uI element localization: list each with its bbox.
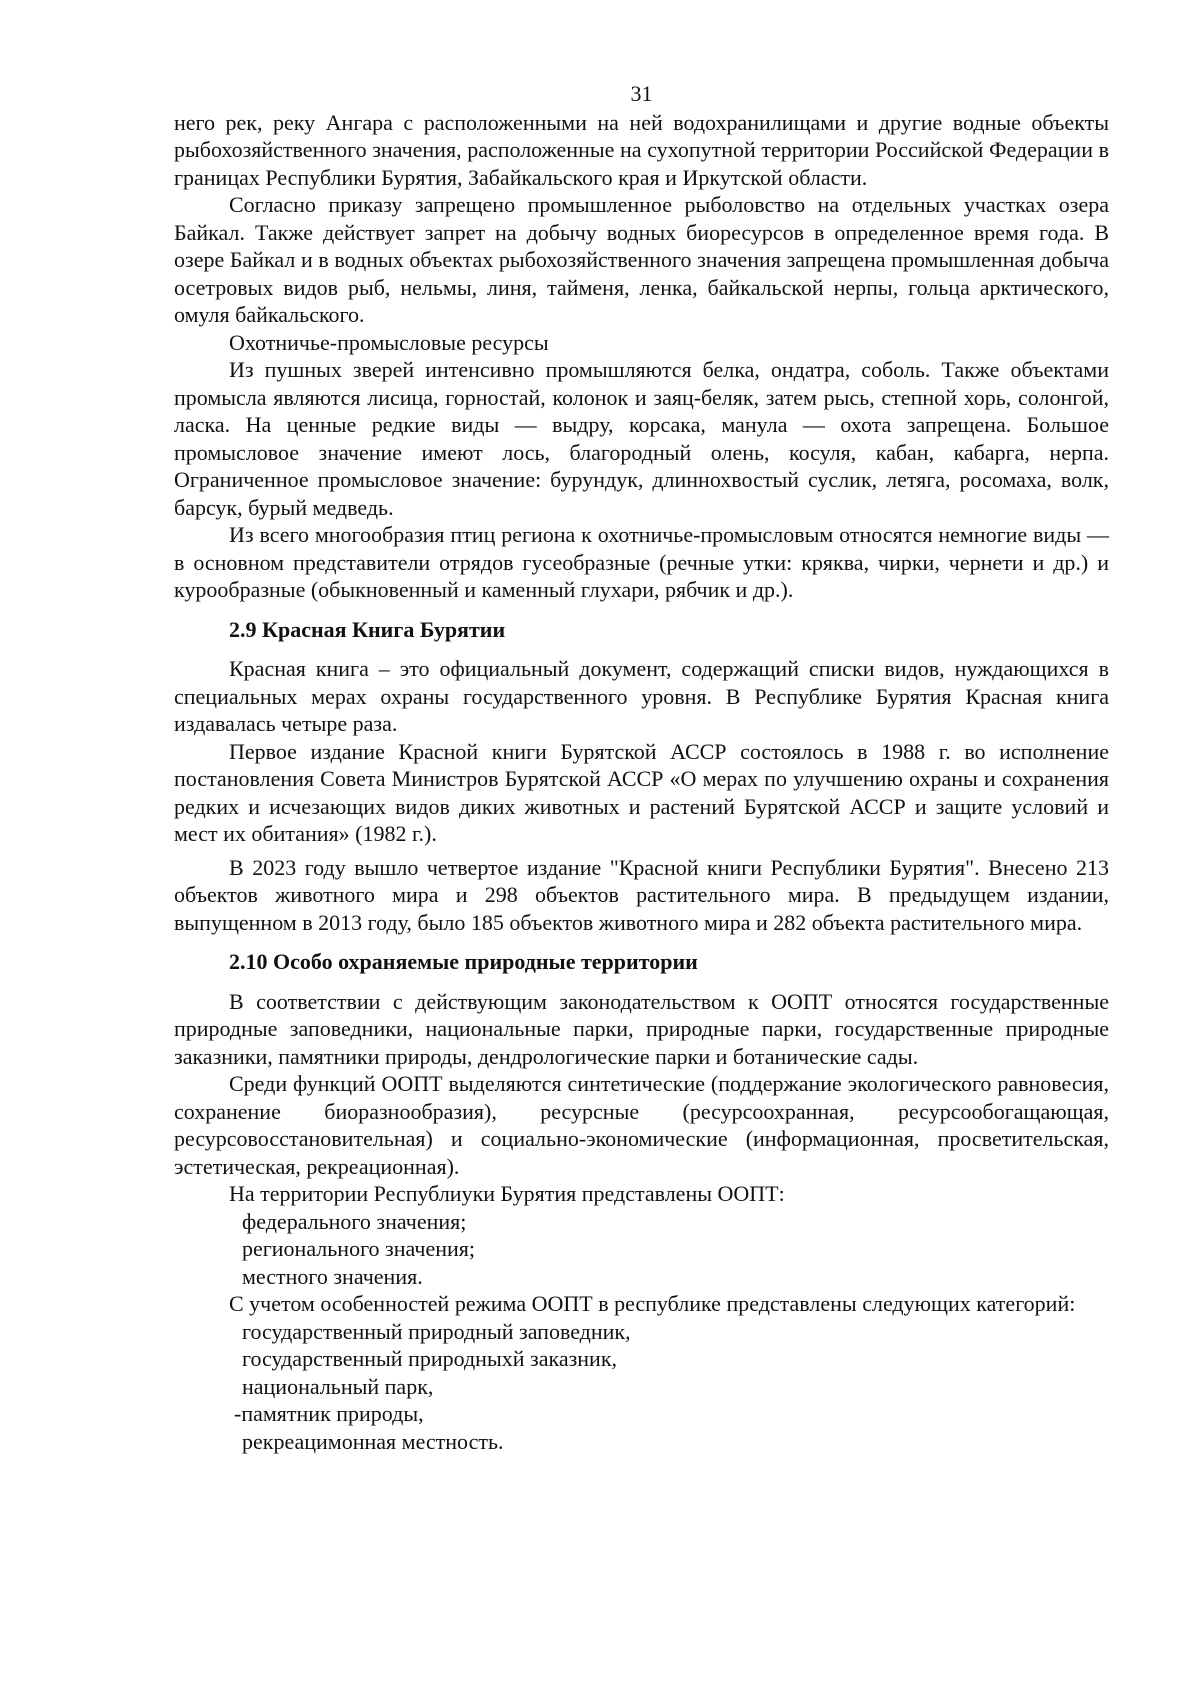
list-item: национальный парк, [242, 1373, 434, 1399]
paragraph-protected-areas-law: В соответствии с действующим законодательством к ООПТ относятся государственные природные заповедники, национальные парки, природные парки, государственные природные заказники, памятники природы, дендрологические парки и ботанические сады. [174, 988, 1109, 1069]
paragraph-rivers: него рек, реку Ангара с расположенными на ней водохранилищами и другие водные объекты рыбохозяйственного значения, расположенные на сухопутной территории Российской Федерации в границах Республики Бурятия, Забайкальского края и Иркутской области. [174, 109, 1109, 190]
paragraph-fishing-ban: Согласно приказу запрещено промышленное рыболовство на отдельных участках озера Байкал. Также действует запрет на добычу водных биоресурсов в определенное время года. В озере Байкал и в водных объектах рыбохозяйственного значения запрещена промышленная добыча осетровых видов рыб, нельмы, линя, тайменя, ленка, байкальской нерпы, гольца арктического, омуля байкальского. [174, 192, 1109, 327]
paragraph-red-book-fourth-edition: В 2023 году вышло четвертое издание "Красной книги Республики Бурятия". Внесено 213 объектов животного мира и 298 объектов растительного мира. В предыдущем издании, выпущенном в 2013 году, было 185 объектов животного мира и 282 объекта растительного мира. [174, 854, 1109, 935]
section-heading-protected-areas: 2.10 Особо охраняемые природные территории [229, 949, 698, 974]
paragraph-birds: Из всего многообразия птиц региона к охотничье-промысловым относятся немногие виды — в основном представители отрядов гусеобразные (речные утки: кряква, чирки, чернети и др.) и курообразные (обыкновенный и каменный глухари, рябчик и др.). [174, 522, 1109, 602]
list-item: рекреацимонная местность. [242, 1428, 504, 1454]
levels-list [174, 1208, 1109, 1291]
document-page [174, 80, 1109, 1455]
paragraph-red-book-definition: Красная книга – это официальный документ, содержащий списки видов, нуждающихся в специальных мерах охраны государственного уровня. В Республике Бурятия Красная книга издавалась четыре раза. [174, 656, 1109, 736]
list-item: государственный природныхй заказник, [242, 1346, 618, 1371]
subheading-hunting-resources: Охотничье-промысловые ресурсы [229, 329, 549, 355]
section-heading-red-book: 2.9 Красная Книга Бурятии [229, 616, 506, 642]
categories-list [174, 1318, 1109, 1456]
levels-intro: На территории Республиуки Бурятия представлены ООПТ: [229, 1181, 785, 1206]
page-number: 31 [630, 81, 653, 106]
list-item: федерального значения; [242, 1208, 467, 1234]
list-item: -памятник природы, [234, 1401, 424, 1426]
paragraph-fur-animals: Из пушных зверей интенсивно промышляются белка, ондатра, соболь. Также объектами промысла являются лисица, горностай, колонок и заяц-беляк, затем рысь, степной хорь, солонгой, ласка. На ценные редкие виды — выдру, корсака, манула — охота запрещена. Большое промысловое значение имеют лось, благородный олень, косуля, кабан, кабарга, нерпа. Ограниченное промысловое значение: бурундук, длиннохвостый суслик, летяга, росомаха, волк, барсук, бурый медведь. [174, 357, 1109, 520]
list-item: местного значения. [242, 1263, 423, 1289]
list-item: государственный природный заповедник, [242, 1318, 631, 1344]
list-item: регионального значения; [242, 1236, 476, 1261]
categories-intro: С учетом особенностей режима ООПТ в республике представлены следующих категорий: [229, 1291, 1076, 1316]
paragraph-red-book-first-edition: Первое издание Красной книги Бурятской АССР состоялось в 1988 г. во исполнение постановления Совета Министров Бурятской АССР «О мерах по улучшению охраны и сохранения редких и исчезающих видов диких животных и растений Бурятской АССР и защите условий и мест их обитания» (1982 г.). [174, 738, 1109, 846]
paragraph-protected-areas-functions: Среди функций ООПТ выделяются синтетические (поддержание экологического равновесия, сохранение биоразнообразия), ресурсные (ресурсоохранная, ресурсообогащающая, ресурсовосстановительная) и социально-экономические (информационная, просветительская, эстетическая, рекреационная). [174, 1071, 1109, 1179]
